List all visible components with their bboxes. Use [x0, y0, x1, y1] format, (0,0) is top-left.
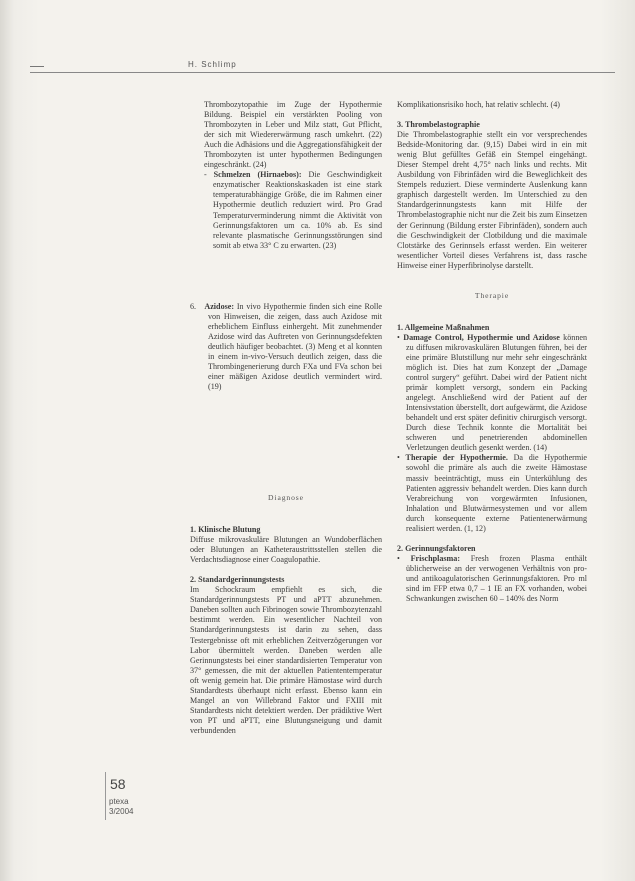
- footer-margin-rule: [105, 772, 106, 820]
- frischplasma-label: Frischplasma:: [410, 553, 461, 563]
- therapie-title: Therapie: [474, 290, 510, 300]
- therapie-heading-2: 2. Gerinnungsfaktoren: [397, 543, 476, 553]
- schmelzen-label: Schmelzen (Hirnaebos):: [213, 170, 302, 180]
- page-number: 58: [110, 776, 126, 792]
- frischplasma-text: Fresh frozen Plasma enthält üblicherweise an der verwogenen Verhältnis von pro- und antikoagulatorischen Gerinnungsfaktoren. Pro ml sind im FFP etwa 0,7 – 1 IE an FX vorhanden, wobei Schwankungen zwischen 60 – 140% des Norm: [406, 553, 587, 604]
- damage-control-text: können zu diffusen mikrovaskulären Blutungen führen, bei der eine primäre Blutstillung nur mehr sehr eingeschränkt möglich ist. Dies hat zum Konzept der „Damage control surgery“ geführt. Dabei wird der Patient nicht primär komplett versorgt, sondern ein Packing angelegt. Anschließend wird der Patient auf der Intensivstation überstellt, dort aufgewärmt, die Azidose behandelt und erst später definitiv chirurgisch versorgt. Durch diese Technik konnte die Mortalität bei schweren und penetrierenden abdominellen Verletzungen deutlich gesenkt werden. (14): [406, 332, 587, 453]
- bullet-icon: •: [397, 332, 404, 342]
- thrombelastographie-paragraph: Die Thrombelastographie stellt ein vor versprechendes Bedside-Monitoring dar. (9,15) Dabei wird in ein mit wenig Blut gefülltes Gefäß ein Stempel eingehängt. Dieser Stempel dreht 4,75° nach links und rechts. Mit Ausbildung von Fibrinfäden wird die Beweglichkeit des Stempels reduziert. Diese verminderte Auslenkung kann graphisch dargestellt werden. Im Unterschied zu den Standardgerinnungstests kann mit Hilfe der Thrombelastographie nicht nur die Zeit bis zum Einsetzen der Gerinnung (Bildung erster Fibrinfäden), sondern auch die Geschwindigkeit der Clotbildung und die maximale Clotstärke des Gerinnsels erfasst werden. Ein weiterer wesentlicher Vorteil dieses Verfahrens ist, dass rasche Hinweise einer Hyperfibrinolyse darstellt.: [397, 130, 587, 270]
- thrombelastographie-heading: 3. Thrombelastographie: [397, 120, 480, 130]
- hypothermie-item: [397, 453, 587, 533]
- left-column-top: [204, 100, 382, 251]
- damage-control-label: Damage Control, Hypothermie und Azidose: [403, 332, 560, 342]
- diagnose-title: Diagnose: [268, 493, 304, 502]
- point-6-label: Azidose:: [204, 302, 235, 311]
- bullet-dash: -: [204, 170, 214, 180]
- point-6-number: 6.: [190, 302, 197, 311]
- running-header-author: H. Schlimp: [188, 60, 237, 69]
- diagnose-paragraph-1: Diffuse mikrovaskuläre Blutungen an Wundoberflächen oder Blutungen an Katheteraustrittsstellen stellen die Verdachtsdiagnose einer Coagulopathie.: [190, 535, 382, 565]
- header-rule: [30, 72, 615, 73]
- point-6-text: In vivo Hypothermie finden sich eine Rolle von Hinweisen, die zeigen, dass auch Azidose mit erheblichem Einfluss einhergeht. Mit zunehmender Azidose wird das Auftreten von Gerinnungsdefekten deutlich häufiger beobachtet. (3) Meng et al konnten in einem in-vivo-Versuch deutlich zeigen, dass die Thrombingenerierung durch FXa und FVa schon bei einer mäßigen Azidose deutlich vermindert wird. (19): [208, 302, 382, 392]
- diagnose-paragraph-2: Im Schockraum empfiehlt es sich, die Standardgerinnungstests PT und aPTT abzunehmen. Daneben sollten auch Fibrinogen sowie Thrombozytenzahl bestimmt werden. Ein wesentlicher Nachteil von Standardgerinnungstests ist darin zu sehen, dass Testergebnisse oft mit erheblichen Zeitverzögerungen vor Labor übermittelt werden. Daneben werden alle Gerinnungstests bei einer standardisierten Temperatur von 37° gemessen, die mit der aktuellen Patiententemperatur oft wenig gemein hat. Die primäre Hämostase wird durch Standardtests überhaupt nicht erfasst. Ebenso kann ein Mangel an von Willebrand Faktor und FXIII mit Standardtests nicht detektiert werden. Der prädiktive Wert von PT und aPTT, eine Blutungsneigung und damit verbundenden: [190, 585, 382, 735]
- right-paragraph-0: Komplikationsrisiko hoch, hat relativ schlecht. (4): [397, 100, 560, 109]
- diagnose-section: [190, 493, 382, 736]
- hypothermie-label: Therapie der Hypothermie.: [405, 453, 508, 463]
- damage-control-item: [397, 333, 587, 454]
- point-6-paragraph: [190, 302, 382, 392]
- journal-issue: 3/2004: [109, 807, 134, 816]
- bullet-icon: •: [397, 453, 406, 463]
- header-tick: [30, 66, 44, 67]
- frischplasma-item: [397, 554, 587, 604]
- bullet-icon: •: [397, 553, 411, 563]
- diagnose-heading-1: 1. Klinische Blutung: [190, 525, 261, 535]
- hypothermie-text: Da die Hypothermie sowohl die primäre als auch die zweite Hämostase massiv beeinträchtigt, muss ein Unterkühlung des Patienten aggressiv behandelt werden. Dies kann durch Verabreichung von vorgewärmten Infusionen, Inhalation und Blutwärmesystemen und vor allem durch konsequente externe Patientenerwärmung realisiert werden. (1, 12): [406, 453, 587, 533]
- journal-name: ptexa: [109, 797, 129, 806]
- diagnose-heading-2: 2. Standardgerinnungstests: [190, 575, 285, 585]
- point-6: [190, 302, 382, 392]
- schmelzen-item: [204, 170, 382, 250]
- therapie-heading-1: 1. Allgemeine Maßnahmen: [397, 322, 490, 332]
- continuation-paragraph: Thrombozytopathie im Zuge der Hypothermie Bildung. Beispiel ein verstärkten Pooling von Thrombozyten in Leber und Milz statt, Gut Pflicht, der sich mit Wiedererwärmung rasch umkehrt. (22) Auch die Adhäsions und die Aggregationsfähigkeit der Thrombozyten ist unter hypothermen Bedingungen eingeschränkt. (24): [204, 100, 382, 170]
- schmelzen-text: Die Geschwindigkeit enzymatischer Reaktionskaskaden ist eine stark temperaturabhängige Größe, die im Rahmen einer Hypothermie deutlich reduziert wird. Pro Grad Temperaturverminderung nimmt die Aktivität von Gerinnungsfaktoren um ca. 10% ab. Es sind relevante plasmatische Gerinnungsstörungen sind somit ab etwa 33° C zu erwarten. (23): [213, 170, 383, 250]
- right-column: [397, 100, 587, 604]
